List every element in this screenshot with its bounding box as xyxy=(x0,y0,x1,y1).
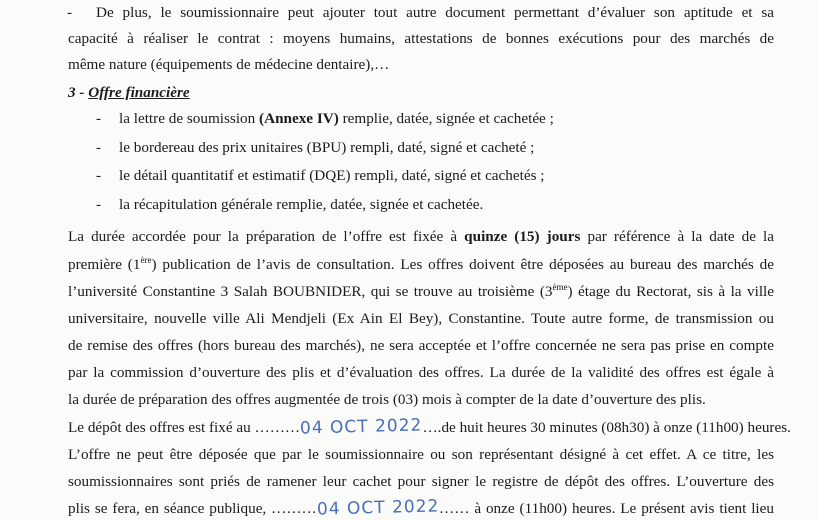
bullet-dash: - xyxy=(96,110,102,127)
section-title: Offre financière xyxy=(88,84,190,101)
handwritten-date: 04 OCT 2022 xyxy=(316,496,440,520)
intro-bullet-line-1: De plus, le soumissionnaire peut ajouter tout autre document permettant d’évaluer son aptitude et sa xyxy=(96,4,774,21)
paragraph-1-line: universitaire, nouvelle ville Ali Mendjeli (Ex Ain El Bey), Constantine. Toute autre forme, de transmission ou xyxy=(68,310,774,327)
section-number: 3 - xyxy=(68,84,85,101)
bullet-dash: - xyxy=(67,4,73,21)
list-item: la récapitulation générale remplie, datée, signée et cachetée. xyxy=(119,196,484,213)
paragraph-2-line: L’offre ne peut être déposée que par le soumissionnaire ou son représentant désigné à cet effet. A ce titre, les xyxy=(68,446,774,463)
paragraph-1-line: par la commission d’ouverture des plis et d’évaluation des offres. La durée de la validité des offres est égale à xyxy=(68,364,774,381)
bullet-dash: - xyxy=(96,139,102,156)
bullet-dash: - xyxy=(96,196,102,213)
intro-bullet-line-3: même nature (équipements de médecine dentaire),… xyxy=(68,56,390,73)
paragraph-2-line: soumissionnaires sont priés de ramener leur cachet pour signer le registre de dépôt des offres. L’ouverture des xyxy=(68,473,774,490)
intro-bullet-line-2: capacité à réaliser le contrat : moyens humains, attestations de bonnes exécutions pour des marchés de xyxy=(68,30,774,47)
list-item: la lettre de soumission (Annexe IV) remplie, datée, signée et cachetée ; xyxy=(119,110,554,127)
handwritten-date: 04 OCT 2022 xyxy=(299,415,423,439)
paragraph-1-line: la durée de préparation des offres augmentée de trois (03) mois à compter de la date d’ouverture des plis. xyxy=(68,391,706,408)
bullet-dash: - xyxy=(96,167,102,184)
paragraph-1-line: l’université Constantine 3 Salah BOUBNIDER, qui se trouve au troisième (3ème) étage du Rectorat, sis à la ville xyxy=(68,282,775,300)
list-item: le bordereau des prix unitaires (BPU) rempli, daté, signé et cacheté ; xyxy=(119,139,535,156)
list-item: le détail quantitatif et estimatif (DQE) rempli, daté, signé et cachetés ; xyxy=(119,167,545,184)
paragraph-2-line: plis se fera, en séance publique, ………04 OCT 2022…… à onze (11h00) heures. Le présent avis tient lieu xyxy=(68,496,774,520)
paragraph-1-line: première (1ère) publication de l’avis de consultation. Les offres doivent être déposées au bureau des marchés de xyxy=(68,255,774,273)
deposit-date-line: Le dépôt des offres est fixé au ………04 OCT 2022….de huit heures 30 minutes (08h30) à onze (11h00) heures. xyxy=(68,415,791,439)
section-heading xyxy=(68,84,190,102)
paragraph-1-line: de remise des offres (hors bureau des marchés), ne sera acceptée et l’offre concernée ne sera pas prise en compte xyxy=(68,337,774,354)
paragraph-1-line: La durée accordée pour la préparation de l’offre est fixée à quinze (15) jours par référence à la date de la xyxy=(68,228,775,245)
